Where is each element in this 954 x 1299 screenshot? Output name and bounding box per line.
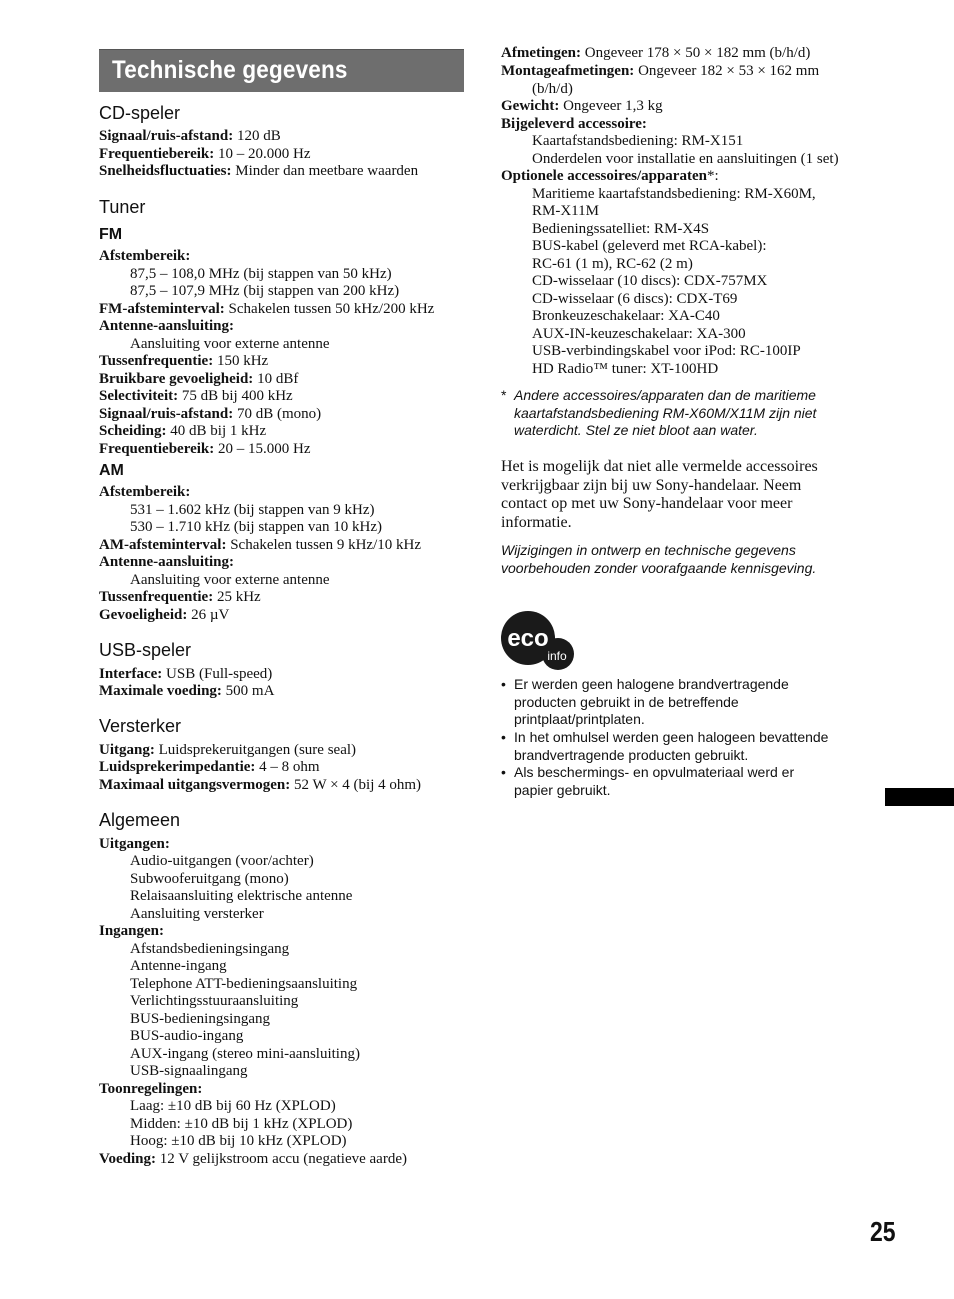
spec-row: Maximaal uitgangsvermogen: 52 W × 4 (bij 4 ohm): [99, 776, 422, 793]
spec-value: Afstandsbedieningsingang: [130, 940, 290, 957]
spec-label: Antenne-aansluiting:: [99, 554, 235, 570]
spec-row: Gevoeligheid: 26 µV: [99, 606, 230, 623]
spec-label: Ingangen:: [99, 923, 165, 939]
spec-label: Bijgeleverd accessoire:: [501, 115, 647, 132]
spec-value: 530 – 1.710 kHz (bij stappen van 10 kHz): [130, 519, 383, 535]
spec-label: Optionele accessoires/apparaten*:: [501, 168, 719, 184]
spec-row: Frequentiebereik: 20 – 15.000 Hz: [99, 440, 311, 457]
spec-row: Bruikbare gevoeligheid: 10 dBf: [99, 370, 299, 387]
spec-value: Laag: ±10 dB bij 60 Hz (XPLOD): [130, 1098, 336, 1114]
spec-value: Telephone ATT-bedieningsaansluiting: [130, 975, 358, 992]
spec-value: Onderdelen voor installatie en aansluitingen (1 set): [532, 150, 839, 167]
eco-info-logo: [501, 608, 575, 674]
spec-row: Maximale voeding: 500 mA: [99, 683, 275, 699]
spec-value: CD-wisselaar (6 discs): CDX-T69: [532, 290, 738, 307]
section-heading-amplifier: Versterker: [99, 716, 182, 736]
spec-value: Midden: ±10 dB bij 1 kHz (XPLOD): [130, 1115, 353, 1132]
spec-row: Uitgang: Luidsprekeruitgangen (sure seal): [99, 741, 357, 758]
spec-label: Antenne-aansluiting:: [99, 318, 235, 334]
spec-value: Subwooferuitgang (mono): [130, 870, 289, 887]
title-bar: [99, 49, 464, 92]
spec-value: BUS-bedieningsingang: [130, 1010, 270, 1027]
spec-row: Luidsprekerimpedantie: 4 – 8 ohm: [99, 759, 320, 775]
subheading-fm: FM: [99, 226, 123, 243]
spec-row: Selectiviteit: 75 dB bij 400 kHz: [99, 388, 293, 404]
spec-row: Montageafmetingen: Ongeveer 182 × 53 × 162 mm: [501, 63, 820, 79]
footnote-line: waterdicht. Stel ze niet bloot aan water.: [514, 422, 758, 438]
spec-value: RM-X11M: [532, 203, 599, 219]
paragraph-line: verkrijgbaar zijn bij uw Sony-handelaar. Neem: [501, 476, 802, 494]
spec-label: Toonregelingen:: [99, 1080, 203, 1097]
spec-row: Snelheidsfluctuaties: Minder dan meetbare waarden: [99, 163, 419, 179]
section-tab-marker: [885, 788, 954, 806]
spec-value: 87,5 – 107,9 MHz (bij stappen van 200 kHz): [130, 283, 400, 299]
spec-row: Afmetingen: Ongeveer 178 × 50 × 182 mm (b/h/d): [501, 45, 811, 61]
spec-value: HD Radio™ tuner: XT-100HD: [532, 360, 719, 377]
eco-logo-subtext: info: [547, 649, 567, 663]
spec-value: Bedieningssatelliet: RM-X4S: [532, 220, 710, 237]
spec-value: Bronkeuzeschakelaar: XA-C40: [532, 308, 720, 324]
spec-value: USB-verbindingskabel voor iPod: RC-100IP: [532, 343, 801, 359]
section-heading-tuner: Tuner: [99, 197, 146, 217]
changes-note: Wijzigingen in ontwerp en technische gegevens: [501, 542, 796, 558]
spec-value: USB-signaalingang: [130, 1063, 248, 1079]
paragraph-line: informatie.: [501, 513, 572, 531]
spec-value: 87,5 – 108,0 MHz (bij stappen van 50 kHz): [130, 265, 392, 282]
spec-row: AM-afsteminterval: Schakelen tussen 9 kHz/10 kHz: [99, 536, 421, 553]
list-item: • Er werden geen halogene brandvertragende producten gebruikt in de betreffende printplaat/printplaten.: [501, 676, 789, 727]
spec-row: Interface: USB (Full-speed): [99, 665, 273, 682]
spec-row: Signaal/ruis-afstand: 70 dB (mono): [99, 405, 322, 422]
spec-row: Frequentiebereik: 10 – 20.000 Hz: [99, 145, 311, 162]
footnote-line: Andere accessoires/apparaten dan de maritieme: [514, 387, 816, 403]
spec-value: Antenne-ingang: [130, 958, 227, 974]
spec-row: Tussenfrequentie: 25 kHz: [99, 589, 261, 605]
spec-value: BUS-audio-ingang: [130, 1028, 244, 1044]
spec-row: Voeding: 12 V gelijkstroom accu (negatieve aarde): [99, 1150, 407, 1167]
spec-label: Uitgangen:: [99, 835, 170, 852]
spec-value: AUX-IN-keuzeschakelaar: XA-300: [532, 325, 746, 342]
spec-value: (b/h/d): [532, 80, 573, 97]
spec-value: Audio-uitgangen (voor/achter): [130, 853, 314, 869]
section-heading-usb: USB-speler: [99, 640, 192, 660]
paragraph-line: Het is mogelijk dat niet alle vermelde accessoires: [501, 458, 818, 475]
spec-value: Hoog: ±10 dB bij 10 kHz (XPLOD): [130, 1133, 347, 1149]
spec-row: Scheiding: 40 dB bij 1 kHz: [99, 423, 267, 439]
spec-value: RC-61 (1 m), RC-62 (2 m): [532, 255, 693, 272]
spec-label: Afstembereik:: [99, 248, 191, 264]
spec-row: Signaal/ruis-afstand: 120 dB: [99, 128, 281, 144]
spec-value: 531 – 1.602 kHz (bij stappen van 9 kHz): [130, 501, 375, 518]
changes-note: voorbehouden zonder voorafgaande kennisgeving.: [501, 559, 817, 576]
section-heading-general: Algemeen: [99, 810, 181, 830]
spec-value: AUX-ingang (stereo mini-aansluiting): [130, 1045, 360, 1062]
spec-value: BUS-kabel (geleverd met RCA-kabel):: [532, 238, 767, 254]
spec-value: Aansluiting voor externe antenne: [130, 571, 330, 588]
spec-row: Tussenfrequentie: 150 kHz: [99, 353, 269, 369]
spec-value: Relaisaansluiting elektrische antenne: [130, 888, 353, 904]
page-number: 25: [870, 1216, 896, 1247]
subheading-am: AM: [99, 462, 124, 479]
spec-value: Maritieme kaartafstandsbediening: RM-X60M,: [532, 185, 816, 202]
spec-value: Verlichtingsstuuraansluiting: [130, 993, 299, 1009]
spec-value: Aansluiting voor externe antenne: [130, 335, 330, 352]
list-item: • Als beschermings- en opvulmateriaal werd er papier gebruikt.: [501, 764, 795, 798]
spec-row: Gewicht: Ongeveer 1,3 kg: [501, 98, 663, 114]
page-title: Technische gegevens: [112, 56, 348, 84]
spec-label: Afstembereik:: [99, 484, 191, 500]
paragraph-line: contact op met uw Sony-handelaar voor meer: [501, 495, 793, 512]
footnote-line: kaartafstandsbediening RM-X60M/X11M zijn niet: [514, 404, 817, 421]
spec-value: Aansluiting versterker: [130, 905, 264, 922]
section-heading-cd: CD-speler: [99, 103, 181, 123]
spec-row: FM-afsteminterval: Schakelen tussen 50 kHz/200 kHz: [99, 300, 435, 317]
footnote-mark: *: [501, 387, 507, 403]
eco-logo-text: eco: [507, 625, 549, 652]
list-item: • In het omhulsel werden geen halogeen bevattende brandvertragende producten gebruikt.: [501, 729, 829, 763]
spec-value: Kaartafstandsbediening: RM-X151: [532, 133, 744, 149]
spec-value: CD-wisselaar (10 discs): CDX-757MX: [532, 273, 768, 289]
